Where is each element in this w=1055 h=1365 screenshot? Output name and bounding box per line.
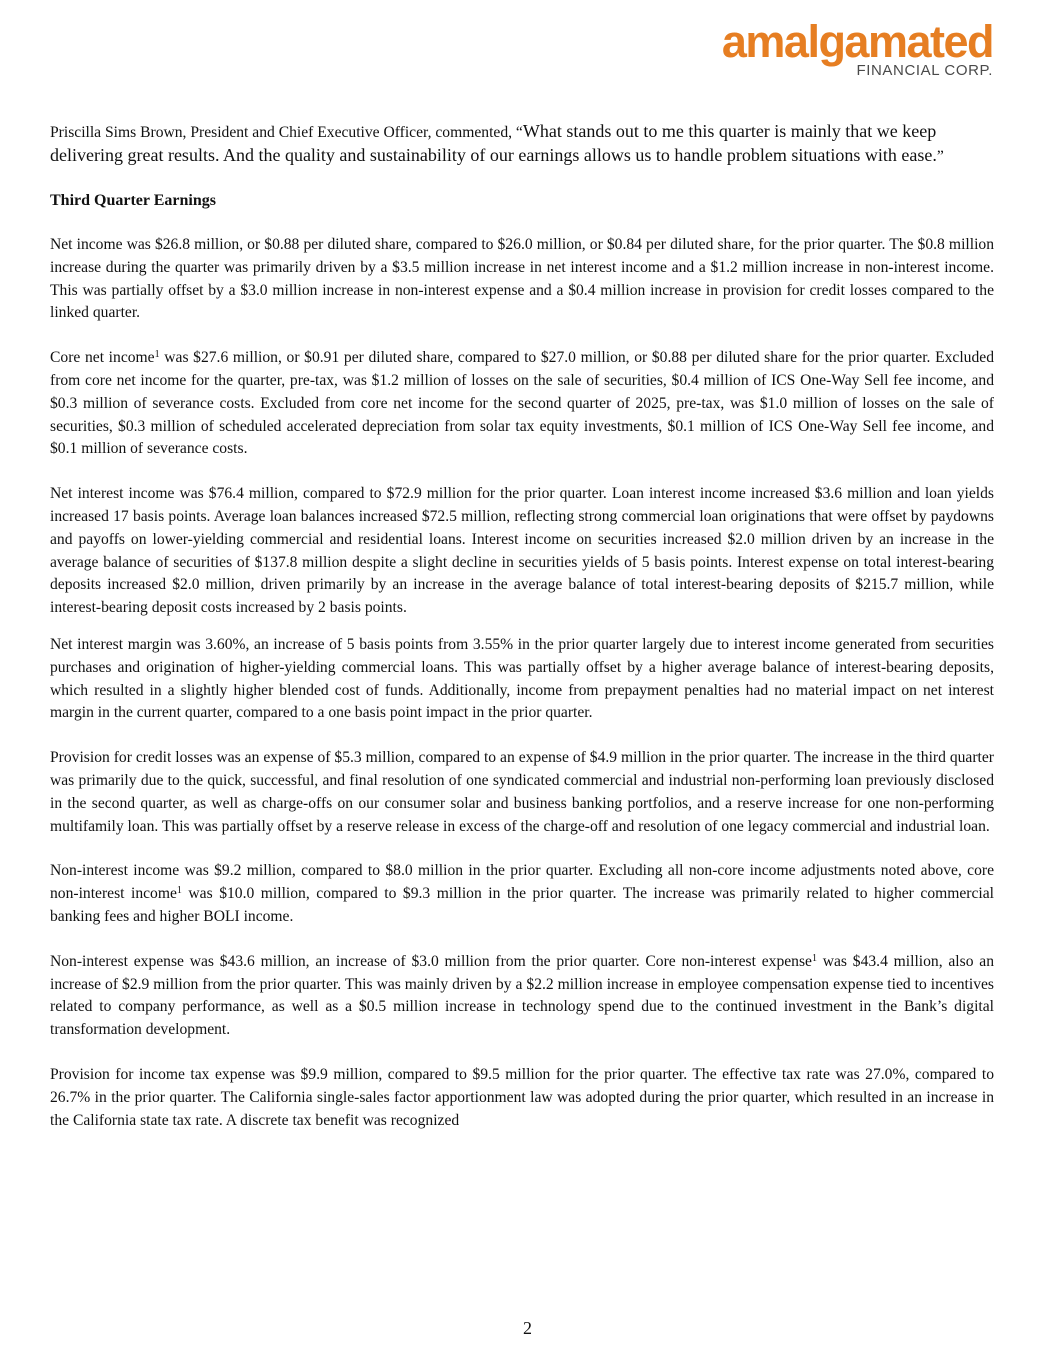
core-net-income-text-b: was $27.6 million, or $0.91 per diluted share, compared to $27.0 million, or $0.88 per diluted share for the prior quarter. Excluded from core net income for the quarter, pre-tax, was $1.2 million of losses on the sale of securities, $0.4 million of ICS One-Way Sell fee income, and $0.3 million of severance costs. Excluded from core net income for the second quarter of 2025, pre-tax, was $1.0 million of losses on the sale of securities, $0.3 million of scheduled accelerated depreciation from solar tax equity investments, $0.1 million of ICS One-Way Sell fee income, and $0.1 million of severance costs. [50,349,994,458]
logo-wordmark: amalgamated [721,16,993,67]
non-interest-expense-text-a: Non-interest expense was $43.6 million, an increase of $3.0 million from the prior quarter. Core non-interest expense [50,952,812,970]
document-body [50,120,994,1132]
non-interest-expense-text-b: was $43.4 million, also an increase of $2.9 million from the prior quarter. This was mainly driven by a $2.2 million increase in employee compensation expense tied to incentives related to company performance, as well as a $0.5 million increase in technology spend due to the continued investment in the Bank’s digital transformation development. [50,952,994,1039]
ceo-quote [50,120,994,168]
quote-close: ” [936,148,944,165]
paragraph-net-income: Net income was $26.8 million, or $0.88 per diluted share, compared to $26.0 million, or $0.84 per diluted share, for the prior quarter. The $0.8 million increase during the quarter was primarily driven by a $3.5 million increase in net interest income and a $1.2 million increase in non-interest income. This was partially offset by a $3.0 million increase in non-interest expense and a $0.4 million increase in provision for credit losses compared to the linked quarter. [50,236,994,322]
footnote-marker: 1 [811,952,817,964]
paragraph-net-interest-income: Net interest income was $76.4 million, compared to $72.9 million for the prior quarter. Loan interest income increased $3.6 million and loan yields increased 17 basis points. Average loan balances increased $72.5 million, reflecting strong commercial loan originations that were offset by paydowns and payoffs on lower-yielding commercial and residential loans. Interest income on securities increased $2.0 million driven by an increase in the average balance of securities of $137.8 million despite a slight decline in securities yields of 5 basis points. Interest expense on total interest-bearing deposits increased $2.0 million, driven primarily by an increase in the average balance of total interest-bearing deposits of $215.7 million, while interest-bearing deposit costs increased by 2 basis points. [50,485,994,617]
paragraph-provision-credit-losses: Provision for credit losses was an expense of $5.3 million, compared to an expense of $4.9 million in the prior quarter. The increase in the third quarter was primarily due to the quick, successful, and final resolution of one syndicated commercial and industrial non-performing loan previously disclosed in the second quarter, as well as charge-offs on our consumer solar and business banking portfolios, and a reserve increase for one non-performing multifamily loan. This was partially offset by a reserve release in excess of the charge-off and resolution of one legacy commercial and industrial loan. [50,749,994,835]
page-number: 2 [523,1318,532,1338]
footnote-marker: 1 [154,349,160,361]
paragraph-core-net-income [50,347,994,461]
company-logo [721,16,993,79]
core-net-income-text-a: Core net income [50,349,155,367]
non-interest-income-text-b: was $10.0 million, compared to $9.3 million in the prior quarter. The increase was primarily related to higher commercial banking fees and higher BOLI income. [50,885,994,925]
footnote-marker: 1 [176,885,182,897]
non-interest-income-text-a: Non-interest income was $9.2 million, compared to $8.0 million in the prior quarter. Excluding all non-core income adjustments noted above, core non-interest income [50,862,994,903]
paragraph-income-tax: Provision for income tax expense was $9.9 million, compared to $9.5 million for the prior quarter. The effective tax rate was 27.0%, compared to 26.7% in the prior quarter. The California single-sales factor apportionment law was adopted during the prior quarter, which resulted in an increase in the California state tax rate. A discrete tax benefit was recognized [50,1065,994,1129]
paragraph-non-interest-expense [50,951,994,1042]
paragraph-non-interest-income [50,860,994,928]
logo-subtitle: FINANCIAL CORP. [856,62,993,79]
quote-body: What stands out to me this quarter is mainly that we keep delivering great results. And the quality and sustainability of our earnings allows us to handle problem situations with ease. [50,121,937,165]
quote-intro: Priscilla Sims Brown, President and Chief Executive Officer, commented, “ [50,124,523,141]
paragraph-net-interest-margin: Net interest margin was 3.60%, an increase of 5 basis points from 3.55% in the prior quarter largely due to interest income generated from securities purchases and origination of higher-yielding commercial loans. This was partially offset by a higher average balance of interest-bearing deposits, which resulted in a slightly higher blended cost of funds. Additionally, income from prepayment penalties had no material impact on net interest margin in the current quarter, compared to a one basis point impact in the prior quarter. [50,635,994,722]
section-heading: Third Quarter Earnings [50,192,216,209]
